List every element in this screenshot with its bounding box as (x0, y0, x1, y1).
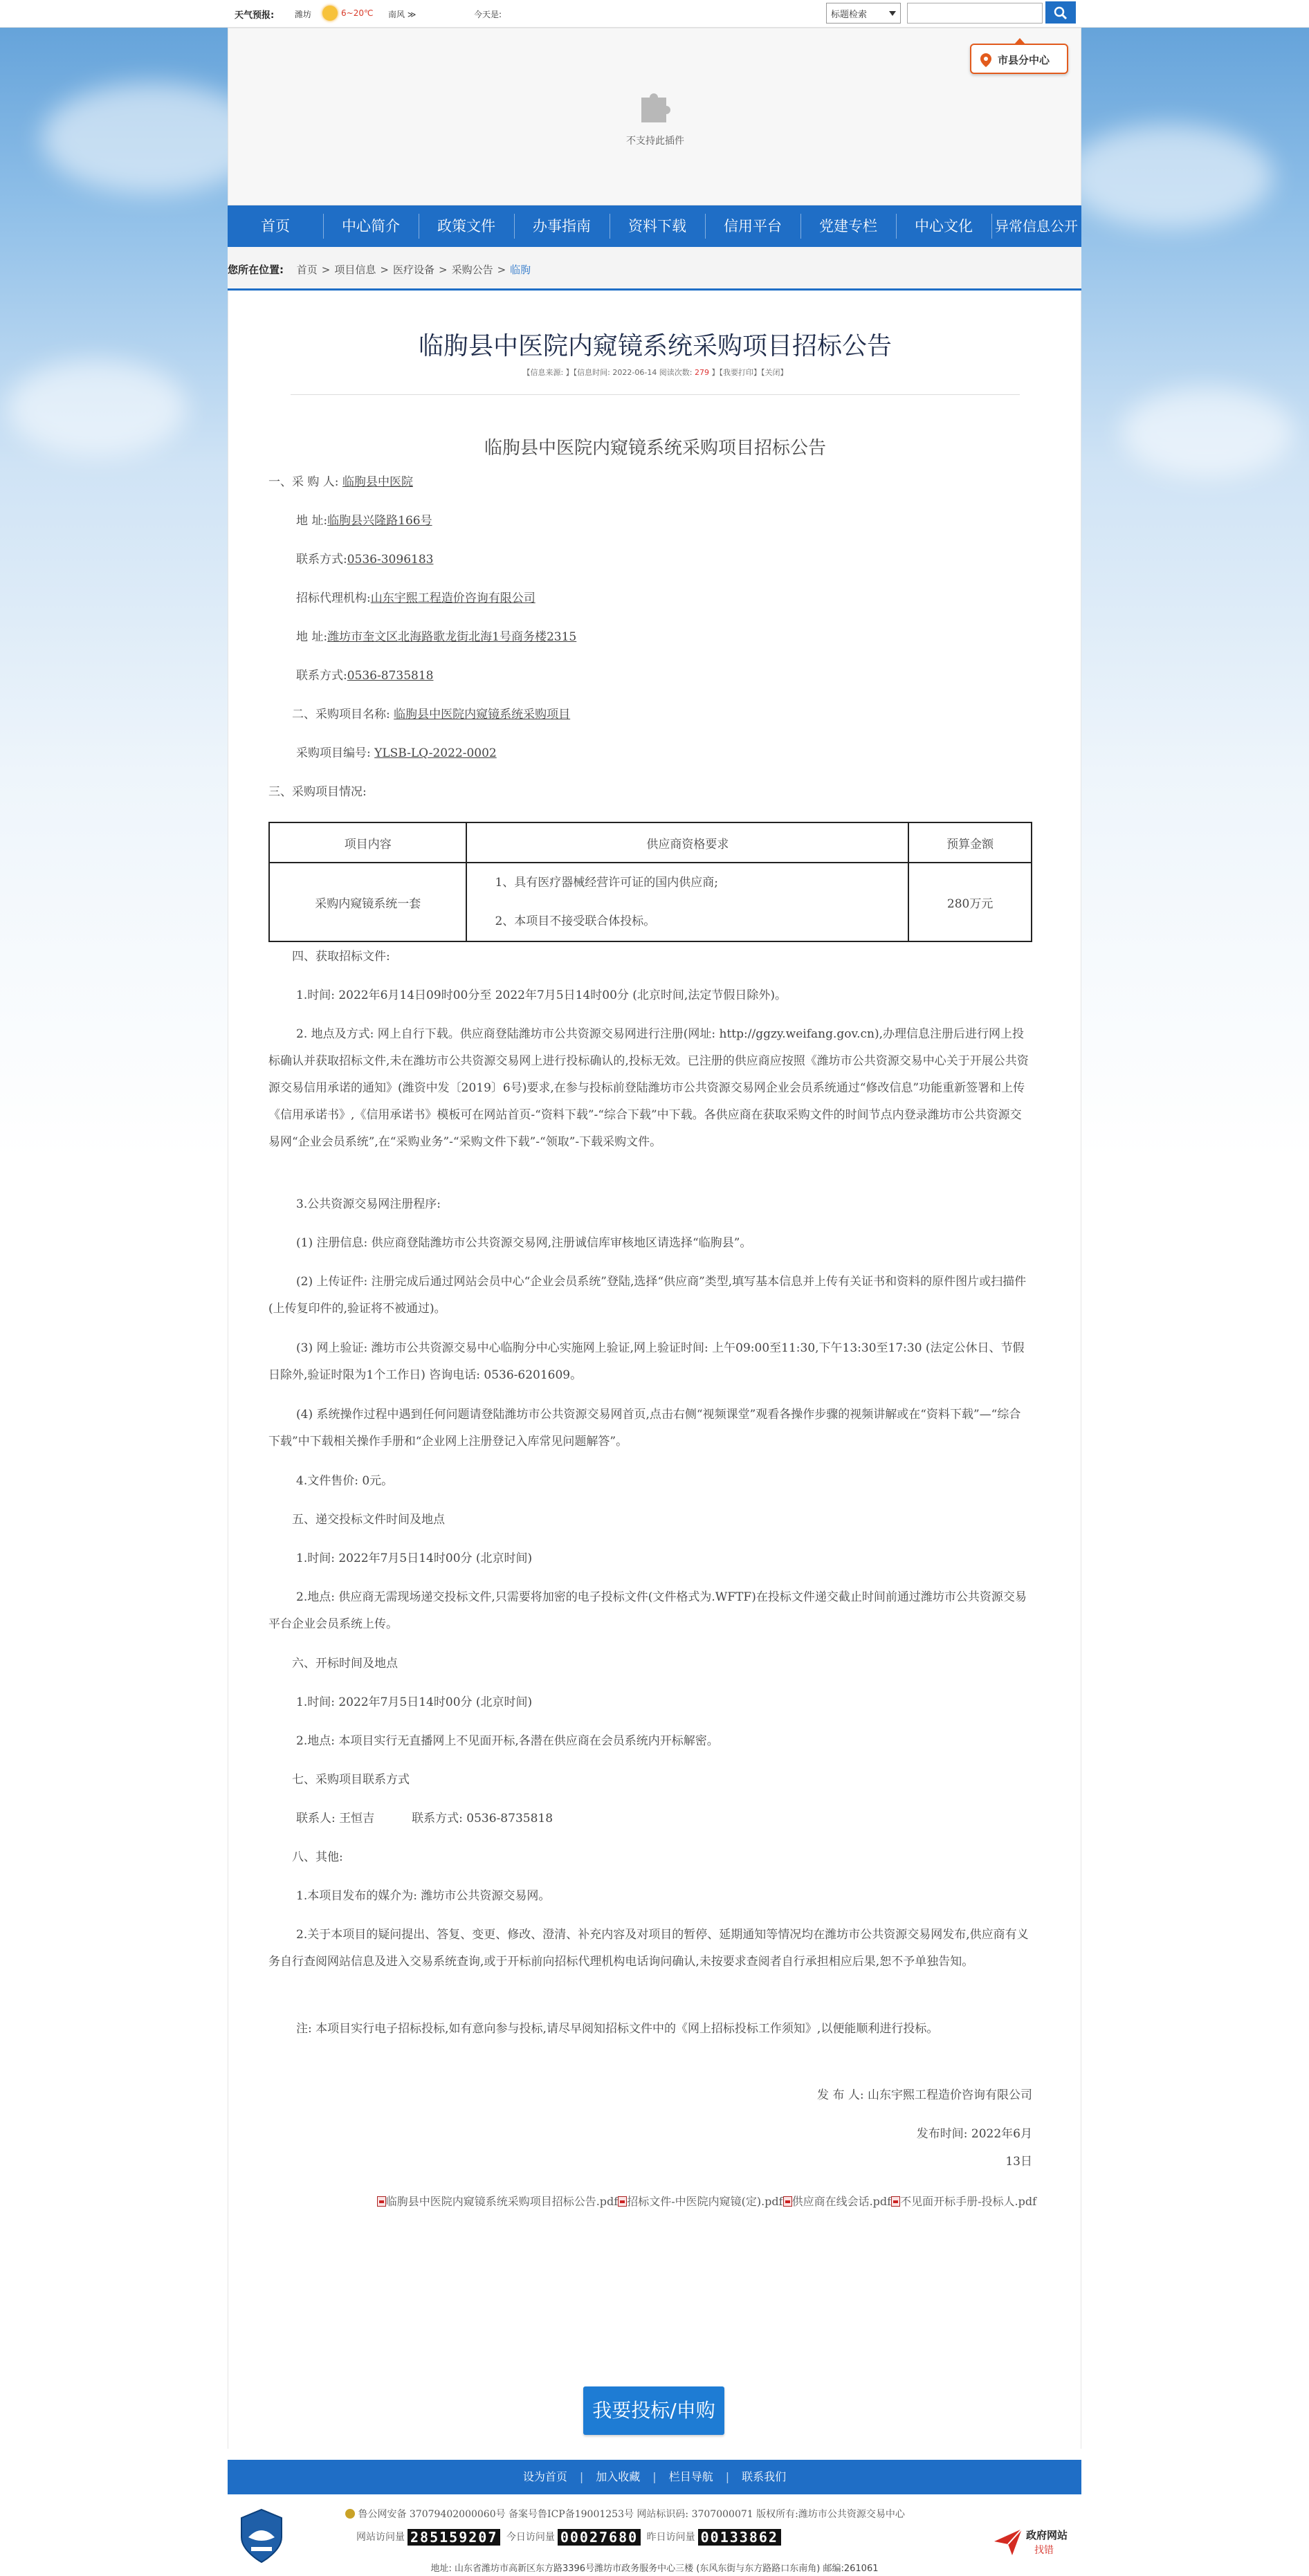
media-note: 1.本项目发布的媒介为: 潍坊市公共资源交易网。 (296, 1889, 551, 1903)
attachment-link[interactable]: 招标文件-中医院内窥镜(定).pdf (627, 2195, 783, 2208)
procurement-table (268, 822, 1032, 942)
breadcrumb-current[interactable]: 临朐 (510, 264, 531, 276)
register-step-2: (2) 上传证件: 注册完成后通过网站会员中心“企业会员系统”登陆,选择“供应商”类型,填写基本信息并上传有关证书和资料的原件图片或扫描件(上传复印件的,验证将不被通过)。 (268, 1275, 1027, 1316)
header-banner (228, 28, 1081, 205)
sunny-icon (322, 6, 338, 21)
table-header: 供应商资格要求 (466, 822, 908, 863)
section-6-heading: 六、开标时间及地点 (292, 1657, 398, 1671)
breadcrumb-medical[interactable]: 医疗设备 (392, 264, 434, 276)
register-step-3: (3) 网上验证: 潍坊市公共资源交易中心临朐分中心实施网上验证,网上验证时间: 上午09:00至11:30,下午13:30至17:30 (法定公休日、节假日除外,验证时限为1个工作日) 咨询电话: 0536-6201609。 (268, 1341, 1025, 1382)
table-header-row (269, 822, 1032, 863)
footer-link-homepage[interactable]: 设为首页 (522, 2470, 567, 2483)
notice-note: 2.关于本项目的疑问提出、答复、变更、修改、澄清、补充内容及对项目的暂停、延期通知等情况均在潍坊市公共资源交易网发布,供应商有义务自行查阅网站信息及进入交易系统查询,或于开标前向招标代理机构电话询问确认,未按要求查阅者自行承担相应后果,恕不予单独告知。 (268, 1928, 1029, 1969)
title-divider (291, 394, 1020, 395)
register-step-4: (4) 系统操作过程中遇到任何问题请登陆潍坊市公共资源交易网首页,点击右侧“视频课堂”观看各操作步骤的视频讲解或在“资料下载”—“综合下载”中下载相关操作手册和“企业网上注册登记入库常见问题解答”。 (268, 1408, 1021, 1448)
table-row (269, 863, 1032, 941)
attachment-link[interactable]: 不见面开标手册-投标人.pdf (900, 2195, 1036, 2208)
nav-item-credit[interactable]: 信用平台 (724, 218, 782, 234)
breadcrumb-home[interactable]: 首页 (296, 264, 318, 276)
pdf-icon (783, 2196, 792, 2207)
purchaser-row: 一、采 购 人: 临朐县中医院 (268, 475, 413, 489)
tooltip-arrow (1014, 38, 1025, 44)
police-badge-icon (345, 2509, 355, 2519)
decor-cloud (7, 360, 187, 457)
agency-contact-row: 联系方式:0536-8735818 (296, 669, 434, 683)
nav-item-about[interactable]: 中心简介 (342, 218, 400, 234)
footer (228, 2494, 1081, 2576)
nav-item-disclosure[interactable]: 异常信息公开 (995, 218, 1078, 234)
yesterday-visit-counter: 00133862 (698, 2529, 781, 2546)
register-step-1: (1) 注册信息: 供应商登陆潍坊市公共资源交易网,注册诚信库审核地区请选择“临朐县”。 (296, 1236, 752, 1250)
decor-cloud (1065, 125, 1273, 228)
opening-location: 2.地点: 本项目实行无直播网上不见面开标,各潜在供应商在会员系统内开标解密。 (296, 1734, 719, 1748)
publish-date-2: 13日 (1005, 2155, 1032, 2169)
nav-item-guide[interactable]: 办事指南 (533, 218, 591, 234)
article-title: 临朐县中医院内窥镜系统采购项目招标公告 (418, 332, 892, 360)
publisher: 发 布 人: 山东宇熙工程造价咨询有限公司 (817, 2088, 1032, 2102)
weather-label: 天气预报: (235, 10, 275, 21)
pdf-icon (377, 2196, 386, 2207)
article-meta: 【信息来源: 】【信息时间: 2022-06-14 阅读次数: 279 】【我要打印】【关闭】 (522, 368, 788, 377)
search-button[interactable] (1045, 1, 1076, 24)
search-type-select[interactable] (826, 3, 901, 24)
bid-apply-button[interactable]: 我要投标/申购 (583, 2386, 724, 2435)
project-no-row: 采购项目编号: YLSB-LQ-2022-0002 (296, 746, 497, 760)
site-visit-counter: 285159207 (408, 2529, 500, 2546)
nav-item-home[interactable]: 首页 (261, 218, 290, 234)
opening-time: 1.时间: 2022年7月5日14时00分 (北京时间) (296, 1695, 533, 1709)
section-3-heading: 三、采购项目情况: (268, 785, 367, 799)
section-4-item-1: 1.时间: 2022年6月14日09时00分至 2022年7月5日14时00分 (北京时间,法定节假日除外)。 (296, 988, 787, 1002)
search-input[interactable] (907, 3, 1043, 24)
footer-address: 地址: 山东省潍坊市高新区东方路3396号潍坊市政务服务中心三楼 (东风东街与东方路路口东南角) 邮编:261061 (430, 2564, 879, 2574)
footer-link-sitemap[interactable]: 栏目导航 (668, 2470, 713, 2483)
section-7-heading: 七、采购项目联系方式 (292, 1773, 410, 1787)
branch-center-label: 市县分中心 (998, 54, 1050, 66)
government-emblem-icon[interactable] (239, 2508, 284, 2564)
branch-center-button[interactable] (970, 44, 1068, 74)
today-visit-counter: 00027680 (558, 2529, 641, 2546)
search-type-value: 标题检索 (831, 10, 868, 20)
table-header: 预算金额 (908, 822, 1032, 863)
section-4-item-3: 3.公共资源交易网注册程序: (296, 1197, 441, 1211)
footer-link-favorite[interactable]: 加入收藏 (596, 2470, 641, 2483)
view-count: 279 (695, 368, 710, 377)
contact-info: 联系人: 王恒吉 联系方式: 0536-8735818 (296, 1812, 553, 1825)
top-bar (0, 0, 1309, 28)
submit-time: 1.时间: 2022年7月5日14时00分 (北京时间) (296, 1552, 533, 1565)
chevron-down-icon (889, 11, 896, 16)
footer-link-contact[interactable]: 联系我们 (742, 2470, 787, 2483)
agency-row: 招标代理机构:山东宇熙工程造价咨询有限公司 (296, 591, 536, 605)
attachment-link[interactable]: 供应商在线会话.pdf (791, 2195, 892, 2208)
article-panel (228, 291, 1081, 2449)
search-icon (1054, 6, 1068, 20)
purchaser-address-row: 地 址:临朐县兴隆路166号 (296, 514, 432, 528)
gov-site-error-badge[interactable]: 政府网站 找错 (991, 2521, 1074, 2562)
puzzle-plugin-icon (634, 84, 676, 125)
doc-title: 临朐县中医院内窥镜系统采购项目招标公告 (484, 438, 826, 459)
footer-counters: 网站访问量 285159207 今日访问量 00027680 昨日访问量 00133862 (356, 2529, 784, 2546)
nav-item-policy[interactable]: 政策文件 (437, 218, 495, 234)
file-price: 4.文件售价: 0元。 (296, 1474, 394, 1488)
section-5-heading: 五、递交投标文件时间及地点 (292, 1513, 445, 1527)
weather-temp: 6~20℃ (341, 8, 374, 18)
submit-location: 2.地点: 供应商无需现场递交投标文件,只需要将加密的电子投标文件(文件格式为.WFTF)在投标文件递交截止时间前通过潍坊市公共资源交易平台企业会员系统上传。 (268, 1590, 1027, 1631)
breadcrumb-label: 您所在位置: (228, 264, 284, 276)
breadcrumb: 您所在位置: 首页 > 项目信息 > 医疗设备 > 采购公告 > 临朐 (228, 247, 1081, 288)
table-cell-item: 采购内窥镜系统一套 (269, 863, 466, 941)
nav-item-culture[interactable]: 中心文化 (915, 218, 973, 234)
pdf-icon (618, 2196, 627, 2207)
weather-city: 潍坊 (295, 10, 312, 19)
agency-address-row: 地 址:潍坊市奎文区北海路歌龙街北海1号商务楼2315 (296, 630, 577, 644)
attachments (321, 2188, 1036, 2216)
plugin-unsupported-text: 不支持此插件 (626, 136, 684, 147)
location-pin-icon (980, 53, 992, 68)
weather-wind[interactable]: 南风 ≫ (388, 10, 416, 19)
pdf-icon (891, 2196, 900, 2207)
nav-item-downloads[interactable]: 资料下载 (628, 218, 686, 234)
breadcrumb-procurement[interactable]: 采购公告 (451, 264, 493, 276)
print-close-links[interactable]: 】【我要打印】【关闭】 (709, 368, 788, 377)
main-nav (228, 205, 1081, 247)
error-report-icon (991, 2525, 1025, 2558)
decor-cloud (1121, 387, 1294, 477)
section-8-heading: 八、其他: (292, 1850, 343, 1864)
breadcrumb-project-info[interactable]: 项目信息 (334, 264, 376, 276)
attachment-link[interactable]: 临朐县中医院内窥镜系统采购项目招标公告.pdf (385, 2195, 619, 2208)
table-header: 项目内容 (269, 822, 466, 863)
table-cell-budget: 280万元 (908, 863, 1032, 941)
purchaser-value: 临朐县中医院 (342, 475, 413, 489)
footer-nav: 设为首页 | 加入收藏 | 栏目导航 | 联系我们 (228, 2460, 1081, 2494)
section-4-heading: 四、获取招标文件: (292, 950, 390, 964)
footer-registration: 鲁公网安备 37079402000060号 备案号鲁ICP备19001253号 网站标识码: 3707000071 版权所有:潍坊市公共资源交易中心 (345, 2507, 905, 2521)
publish-date-1: 发布时间: 2022年6月 (916, 2127, 1032, 2141)
today-label: 今天是: (474, 10, 502, 19)
table-cell-requirements: 1、具有医疗器械经营许可证的国内供应商; 2、本项目不接受联合体投标。 (466, 863, 908, 941)
project-name-row: 二、采购项目名称: 临朐县中医院内窥镜系统采购项目 (292, 708, 571, 721)
purchaser-contact-row: 联系方式:0536-3096183 (296, 553, 434, 567)
section-4-item-2: 2. 地点及方式: 网上自行下载。供应商登陆潍坊市公共资源交易网进行注册(网址: http://ggzy.weifang.gov.cn),办理信息注册后进行网上投标确认并获取招标文件,未在潍坊市公共资源交易网上进行投标确认的,投标无效。已注册的供应商应按照《潍坊市公共资源交易中心关于开展公共资源交易信用承诺的通知》(潍资中发〔2019〕6号)要求,在参与投标前登陆潍坊市公共资源交易网企业会员系统通过“修改信息”功能重新签署和上传《信用承诺书》,《信用承诺书》模板可在网站首页-“资料下载”-“综合下载”中下载。各供应商在获取采购文件的时间节点内登录潍坊市公共资源交易网“企业会员系统”,在“采购业务”-“采购文件下载”-“领取”-下载采购文件。 (268, 1027, 1029, 1149)
electronic-bid-note: 注: 本项目实行电子招标投标,如有意向参与投标,请尽早阅知招标文件中的《网上招标投标工作须知》,以便能顺利进行投标。 (296, 2022, 939, 2036)
nav-item-party[interactable]: 党建专栏 (819, 218, 877, 234)
